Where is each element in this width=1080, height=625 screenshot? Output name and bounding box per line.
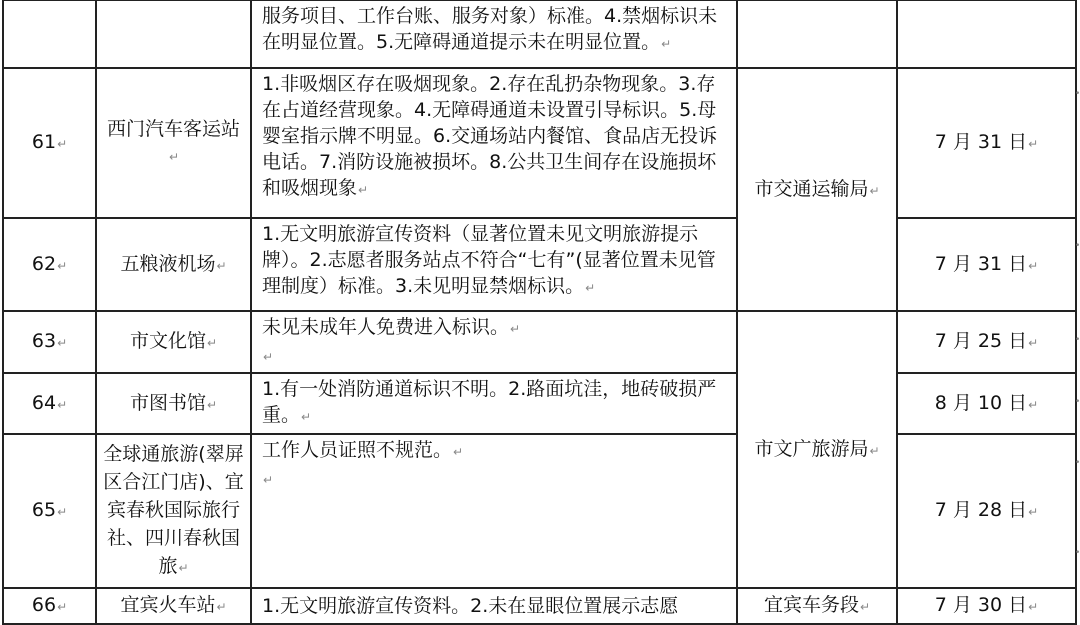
deadline-cell — [897, 434, 1076, 588]
row-end-marker-icon: • — [1075, 89, 1080, 99]
paragraph-mark-icon: ↵ — [216, 258, 227, 273]
deadline-cell — [897, 588, 1076, 624]
issue-cell — [251, 588, 737, 624]
paragraph-mark-icon: ↵ — [585, 281, 596, 295]
table-row — [3, 588, 1076, 624]
site-name-cell — [96, 588, 251, 624]
department-name: 市文广旅游局 — [754, 437, 869, 460]
paragraph-mark-icon: ↵ — [216, 600, 227, 614]
site-name-cell — [96, 311, 251, 373]
paragraph-mark-icon: ↵ — [869, 443, 880, 458]
deadline-cell — [897, 0, 1076, 68]
issue-text: 1.有一处消防通道标识不明。2.路面坑洼，地砖破损严重。 — [262, 378, 717, 426]
deadline-cell — [897, 373, 1076, 434]
paragraph-mark-icon: ↵ — [57, 137, 68, 151]
deadline-date: 7 月 31 日 — [934, 131, 1028, 153]
row-end-marker-icon: • — [1075, 335, 1080, 345]
paragraph-mark-icon: ↵ — [263, 350, 274, 364]
issue-cell — [251, 373, 737, 434]
paragraph-mark-icon: ↵ — [661, 37, 672, 51]
deadline-date: 7 月 28 日 — [934, 499, 1028, 521]
paragraph-mark-icon: ↵ — [168, 150, 180, 164]
site-name: 全球通旅游(翠屏区合江门店)、宜宾春秋国际旅行社、四川春秋国旅 — [103, 443, 244, 577]
site-name-cell — [96, 434, 251, 588]
department-name: 宜宾车务段 — [763, 594, 859, 616]
issue-text: 工作人员证照不规范。 — [262, 439, 453, 461]
issue-text: 1.非吸烟区存在吸烟现象。2.存在乱扔杂物现象。3.存在占道经营现象。4.无障碍通道未设置引导标识。5.母婴室指示牌不明显。6.交通场站内餐馆、食品店无投诉电话。7.消防设施被损坏。8.公共卫生间存在设施损坏和吸烟现象 — [262, 73, 718, 199]
site-name: 五粮液机场 — [120, 252, 216, 275]
row-end-marker-icon: • — [1075, 548, 1080, 558]
paragraph-mark-icon: ↵ — [1028, 505, 1039, 519]
issue-text: 1.无文明旅游宣传资料。2.未在显眼位置展示志愿 — [262, 595, 679, 617]
deadline-date: 8 月 10 日 — [934, 391, 1028, 414]
table-row — [3, 0, 1076, 68]
paragraph-mark-icon: ↵ — [206, 336, 218, 350]
paragraph-mark-icon: ↵ — [57, 336, 68, 350]
row-number: 61 — [31, 131, 57, 153]
site-name-cell — [96, 373, 251, 434]
issue-cell — [251, 218, 737, 311]
row-end-marker-icon: • — [1075, 458, 1080, 468]
paragraph-mark-icon: ↵ — [1028, 258, 1039, 273]
row-end-marker-icon: • — [1075, 241, 1080, 251]
deadline-cell — [897, 311, 1076, 373]
paragraph-mark-icon: ↵ — [1028, 336, 1039, 350]
site-name: 市图书馆 — [129, 391, 206, 414]
site-name-cell — [96, 218, 251, 311]
issue-text: 未见未成年人免费进入标识。 — [262, 316, 510, 338]
paragraph-mark-icon: ↵ — [178, 561, 189, 575]
department-cell — [737, 68, 897, 311]
paragraph-mark-icon: ↵ — [57, 505, 68, 519]
paragraph-mark-icon: ↵ — [1028, 137, 1039, 151]
issue-cell — [251, 68, 737, 218]
paragraph-mark-icon: ↵ — [358, 183, 369, 197]
row-number: 65 — [31, 499, 57, 521]
inspection-table — [2, 0, 1080, 625]
row-number-cell — [3, 0, 96, 68]
deadline-date: 7 月 30 日 — [934, 594, 1028, 616]
paragraph-mark-icon: ↵ — [301, 410, 312, 424]
paragraph-mark-icon: ↵ — [859, 600, 871, 614]
issue-text: 1.无文明旅游宣传资料（显著位置未见文明旅游提示牌）。2.志愿者服务站点不符合“七有”(显著位置未见管理制度）标准。3.未见明显禁烟标识。 — [262, 223, 716, 297]
deadline-cell — [897, 218, 1076, 311]
row-number: 64 — [31, 391, 57, 414]
row-number-cell — [3, 588, 96, 624]
department-name: 市交通运输局 — [754, 177, 869, 200]
row-number-cell — [3, 68, 96, 218]
paragraph-mark-icon: ↵ — [57, 600, 68, 614]
paragraph-mark-icon: ↵ — [206, 397, 218, 412]
issue-cell — [251, 311, 737, 373]
site-name-cell — [96, 0, 251, 68]
row-end-marker-icon: • — [1075, 397, 1080, 407]
paragraph-mark-icon: ↵ — [263, 473, 274, 487]
department-cell — [737, 311, 897, 588]
paragraph-mark-icon: ↵ — [57, 397, 68, 412]
department-cell — [737, 588, 897, 624]
deadline-cell — [897, 68, 1076, 218]
row-number-cell — [3, 434, 96, 588]
site-name: 西门汽车客运站 — [106, 118, 240, 140]
table-row — [3, 373, 1076, 434]
paragraph-mark-icon: ↵ — [510, 322, 521, 336]
paragraph-mark-icon: ↵ — [57, 258, 68, 273]
table-row — [3, 218, 1076, 311]
paragraph-mark-icon: ↵ — [453, 445, 464, 459]
site-name: 宜宾火车站 — [120, 594, 216, 616]
table-row — [3, 68, 1076, 218]
table-row — [3, 311, 1076, 373]
department-cell — [737, 0, 897, 68]
site-name: 市文化馆 — [129, 330, 206, 352]
row-number: 66 — [31, 594, 57, 616]
site-name-cell — [96, 68, 251, 218]
issue-text: 服务项目、工作台账、服务对象）标准。4.禁烟标识未在明显位置。5.无障碍通道提示未在明显位置。 — [262, 5, 718, 53]
issue-cell — [251, 434, 737, 588]
table-row — [3, 434, 1076, 588]
row-number: 63 — [31, 330, 57, 352]
issue-cell — [251, 0, 737, 68]
deadline-date: 7 月 25 日 — [934, 330, 1028, 352]
row-number: 62 — [31, 252, 57, 275]
row-number-cell — [3, 311, 96, 373]
paragraph-mark-icon: ↵ — [1028, 600, 1039, 614]
row-number-cell — [3, 373, 96, 434]
paragraph-mark-icon: ↵ — [869, 183, 880, 198]
row-number-cell — [3, 218, 96, 311]
deadline-date: 7 月 31 日 — [934, 252, 1028, 275]
paragraph-mark-icon: ↵ — [1028, 397, 1039, 412]
